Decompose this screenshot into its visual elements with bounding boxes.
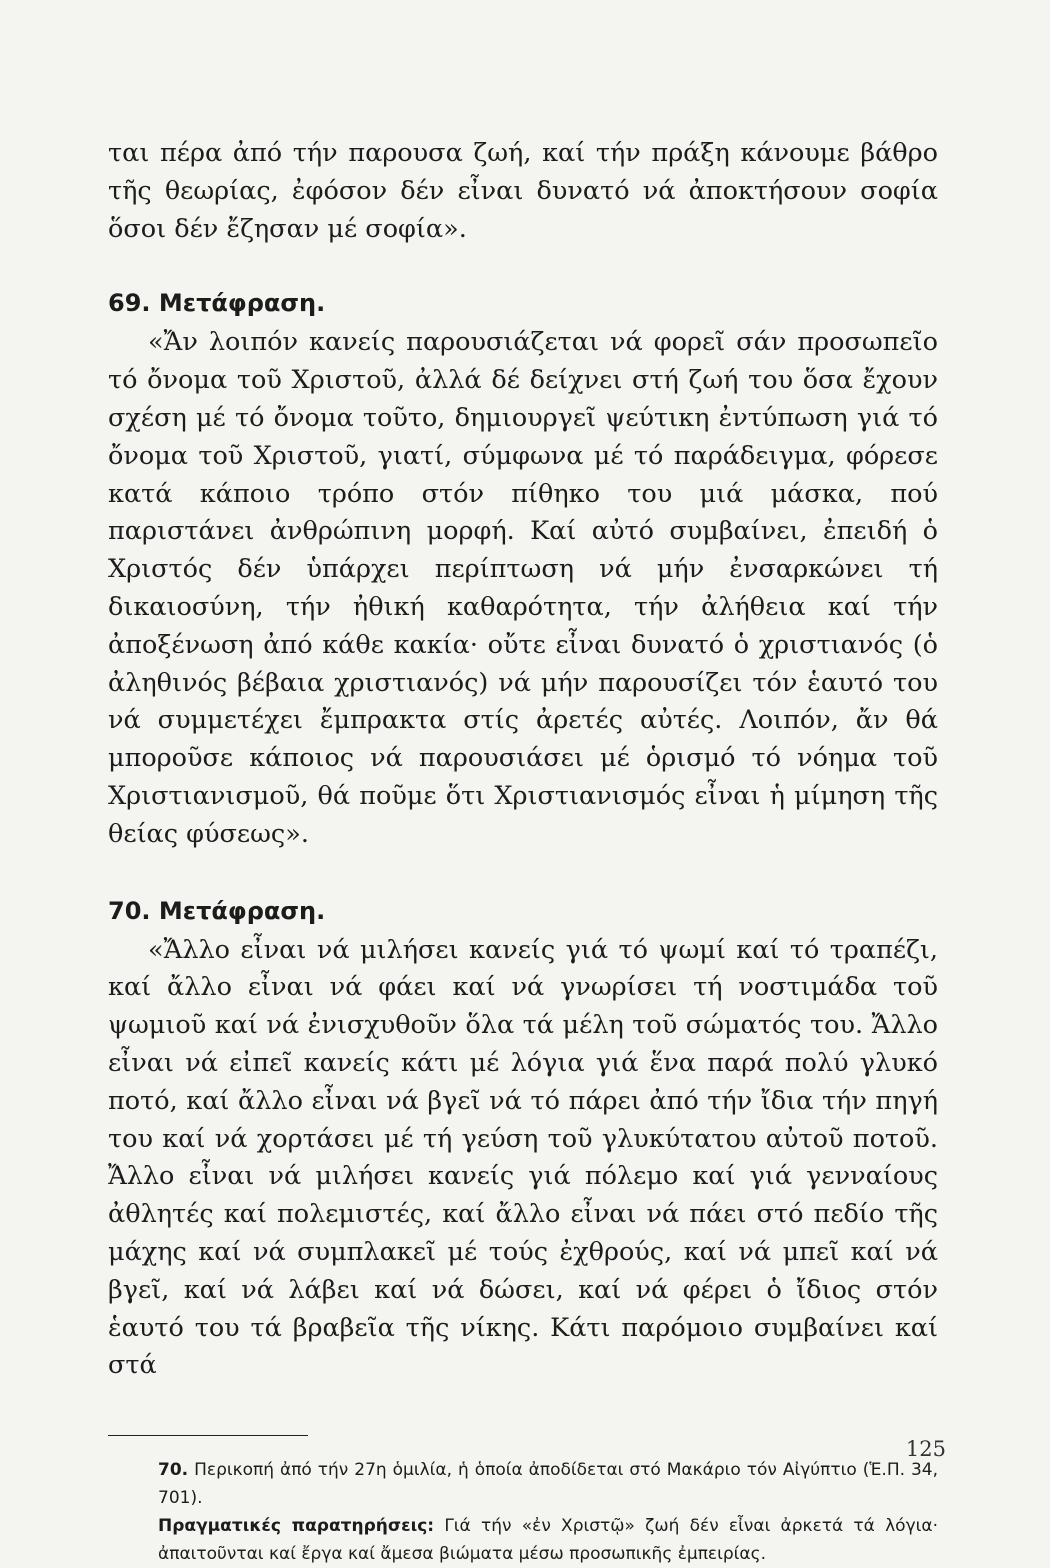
- section-69-heading: 69. Μετάφραση.: [108, 289, 326, 318]
- remarks-text: Γιά τήν «ἐν Χριστῷ» ζωή δέν εἶναι ἀρκετά τά λόγια· ἀπαιτοῦνται καί ἔργα καί ἄμεσα βιώματα μέσω προσωπικῆς ἐμπειρίας.: [158, 1516, 938, 1565]
- section-69-text: «Ἄν λοιπόν κανείς παρουσιάζεται νά φορεῖ σάν προσωπεῖο τό ὄνομα τοῦ Χριστοῦ, ἀλλά δέ δείχνει στή ζωή του ὅσα ἔχουν σχέση μέ τό ὄνομα τοῦτο, δημιουργεῖ ψεύτικη ἐντύπωση γιά τό ὄνομα τοῦ Χριστοῦ, γιατί, σύμφωνα μέ τό παράδειγμα, φόρεσε κατά κάποιο τρόπο στόν πίθηκο του μιά μάσκα, πού παριστάνει ἀνθρώπινη μορφή. Καί αὐτό συμβαίνει, ἐπειδή ὁ Χριστός δέν ὑπάρχει περίπτωση νά μήν ἐνσαρκώνει τή δικαιοσύνη, τήν ἠθική καθαρότητα, τήν ἀλήθεια καί τήν ἀποξένωση ἀπό κάθε κακία· οὔτε εἶναι δυνατό ὁ χριστιανός (ὁ ἀληθινός βέβαια χριστιανός) νά μήν παρουσίζει τόν ἑαυτό του νά συμμετέχει ἔμπρακτα στίς ἀρετές αὐτές. Λοιπόν, ἄν θά μποροῦσε κάποιος νά παρουσιάσει μέ ὁρισμό τό νόημα τοῦ Χριστιανισμοῦ, θά ποῦμε ὅτι Χριστιανισμός εἶναι ἡ μίμηση τῆς θείας φύσεως».: [108, 327, 938, 849]
- section-70-text: «Ἄλλο εἶναι νά μιλήσει κανείς γιά τό ψωμί καί τό τραπέζι, καί ἄλλο εἶναι νά φάει καί νά γνωρίσει τή νοστιμάδα τοῦ ψωμιοῦ καί νά ἐνισχυθοῦν ὅλα τά μέλη τοῦ σώματός του. Ἄλλο εἶναι νά εἰπεῖ κανείς κάτι μέ λόγια γιά ἕνα παρά πολύ γλυκό ποτό, καί ἄλλο εἶναι νά βγεῖ νά τό πάρει ἀπό τήν ἴδια τήν πηγή του καί νά χορτάσει μέ τή γεύση τοῦ γλυκύτατου αὐτοῦ ποτοῦ. Ἄλλο εἶναι νά μιλήσει κανείς γιά πόλεμο καί γιά γενναίους ἀθλητές καί πολεμιστές, καί ἄλλο εἶναι νά πάει στό πεδίο τῆς μάχης καί νά συμπλακεῖ μέ τούς ἐχθρούς, καί νά μπεῖ καί νά βγεῖ, καί νά λάβει καί νά δώσει, καί νά φέρει ὁ ἴδιος στόν ἑαυτό του τά βραβεῖα τῆς νίκης. Κάτι παρόμοιο συμβαίνει καί στά: [108, 934, 938, 1381]
- intro-paragraph: ται πέρα ἀπό τήν παρουσα ζωή, καί τήν πράξη κάνουμε βάθρο τῆς θεωρίας, ἐφόσον δέν εἶναι δυνατό νά ἀποκτήσουν σοφία ὅσοι δέν ἔζησαν μέ σοφία».: [108, 138, 938, 244]
- footnote-divider: [108, 1435, 308, 1436]
- remarks-label: Πραγματικές παρατηρήσεις:: [158, 1516, 435, 1537]
- page-number: 125: [905, 1437, 946, 1461]
- footnote-70: [108, 1456, 938, 1512]
- footnote-number: 70.: [158, 1460, 189, 1481]
- footnote-remarks: [108, 1512, 938, 1568]
- page-content: [108, 135, 938, 1568]
- footnote-text: Περικοπή ἀπό τήν 27η ὁμιλία, ἡ ὁποία ἀποδίδεται στό Μακάριο τόν Αἰγύπτιο (Ἑ.Π. 34, 701).: [158, 1460, 938, 1509]
- section-70-heading: 70. Μετάφραση.: [108, 896, 326, 925]
